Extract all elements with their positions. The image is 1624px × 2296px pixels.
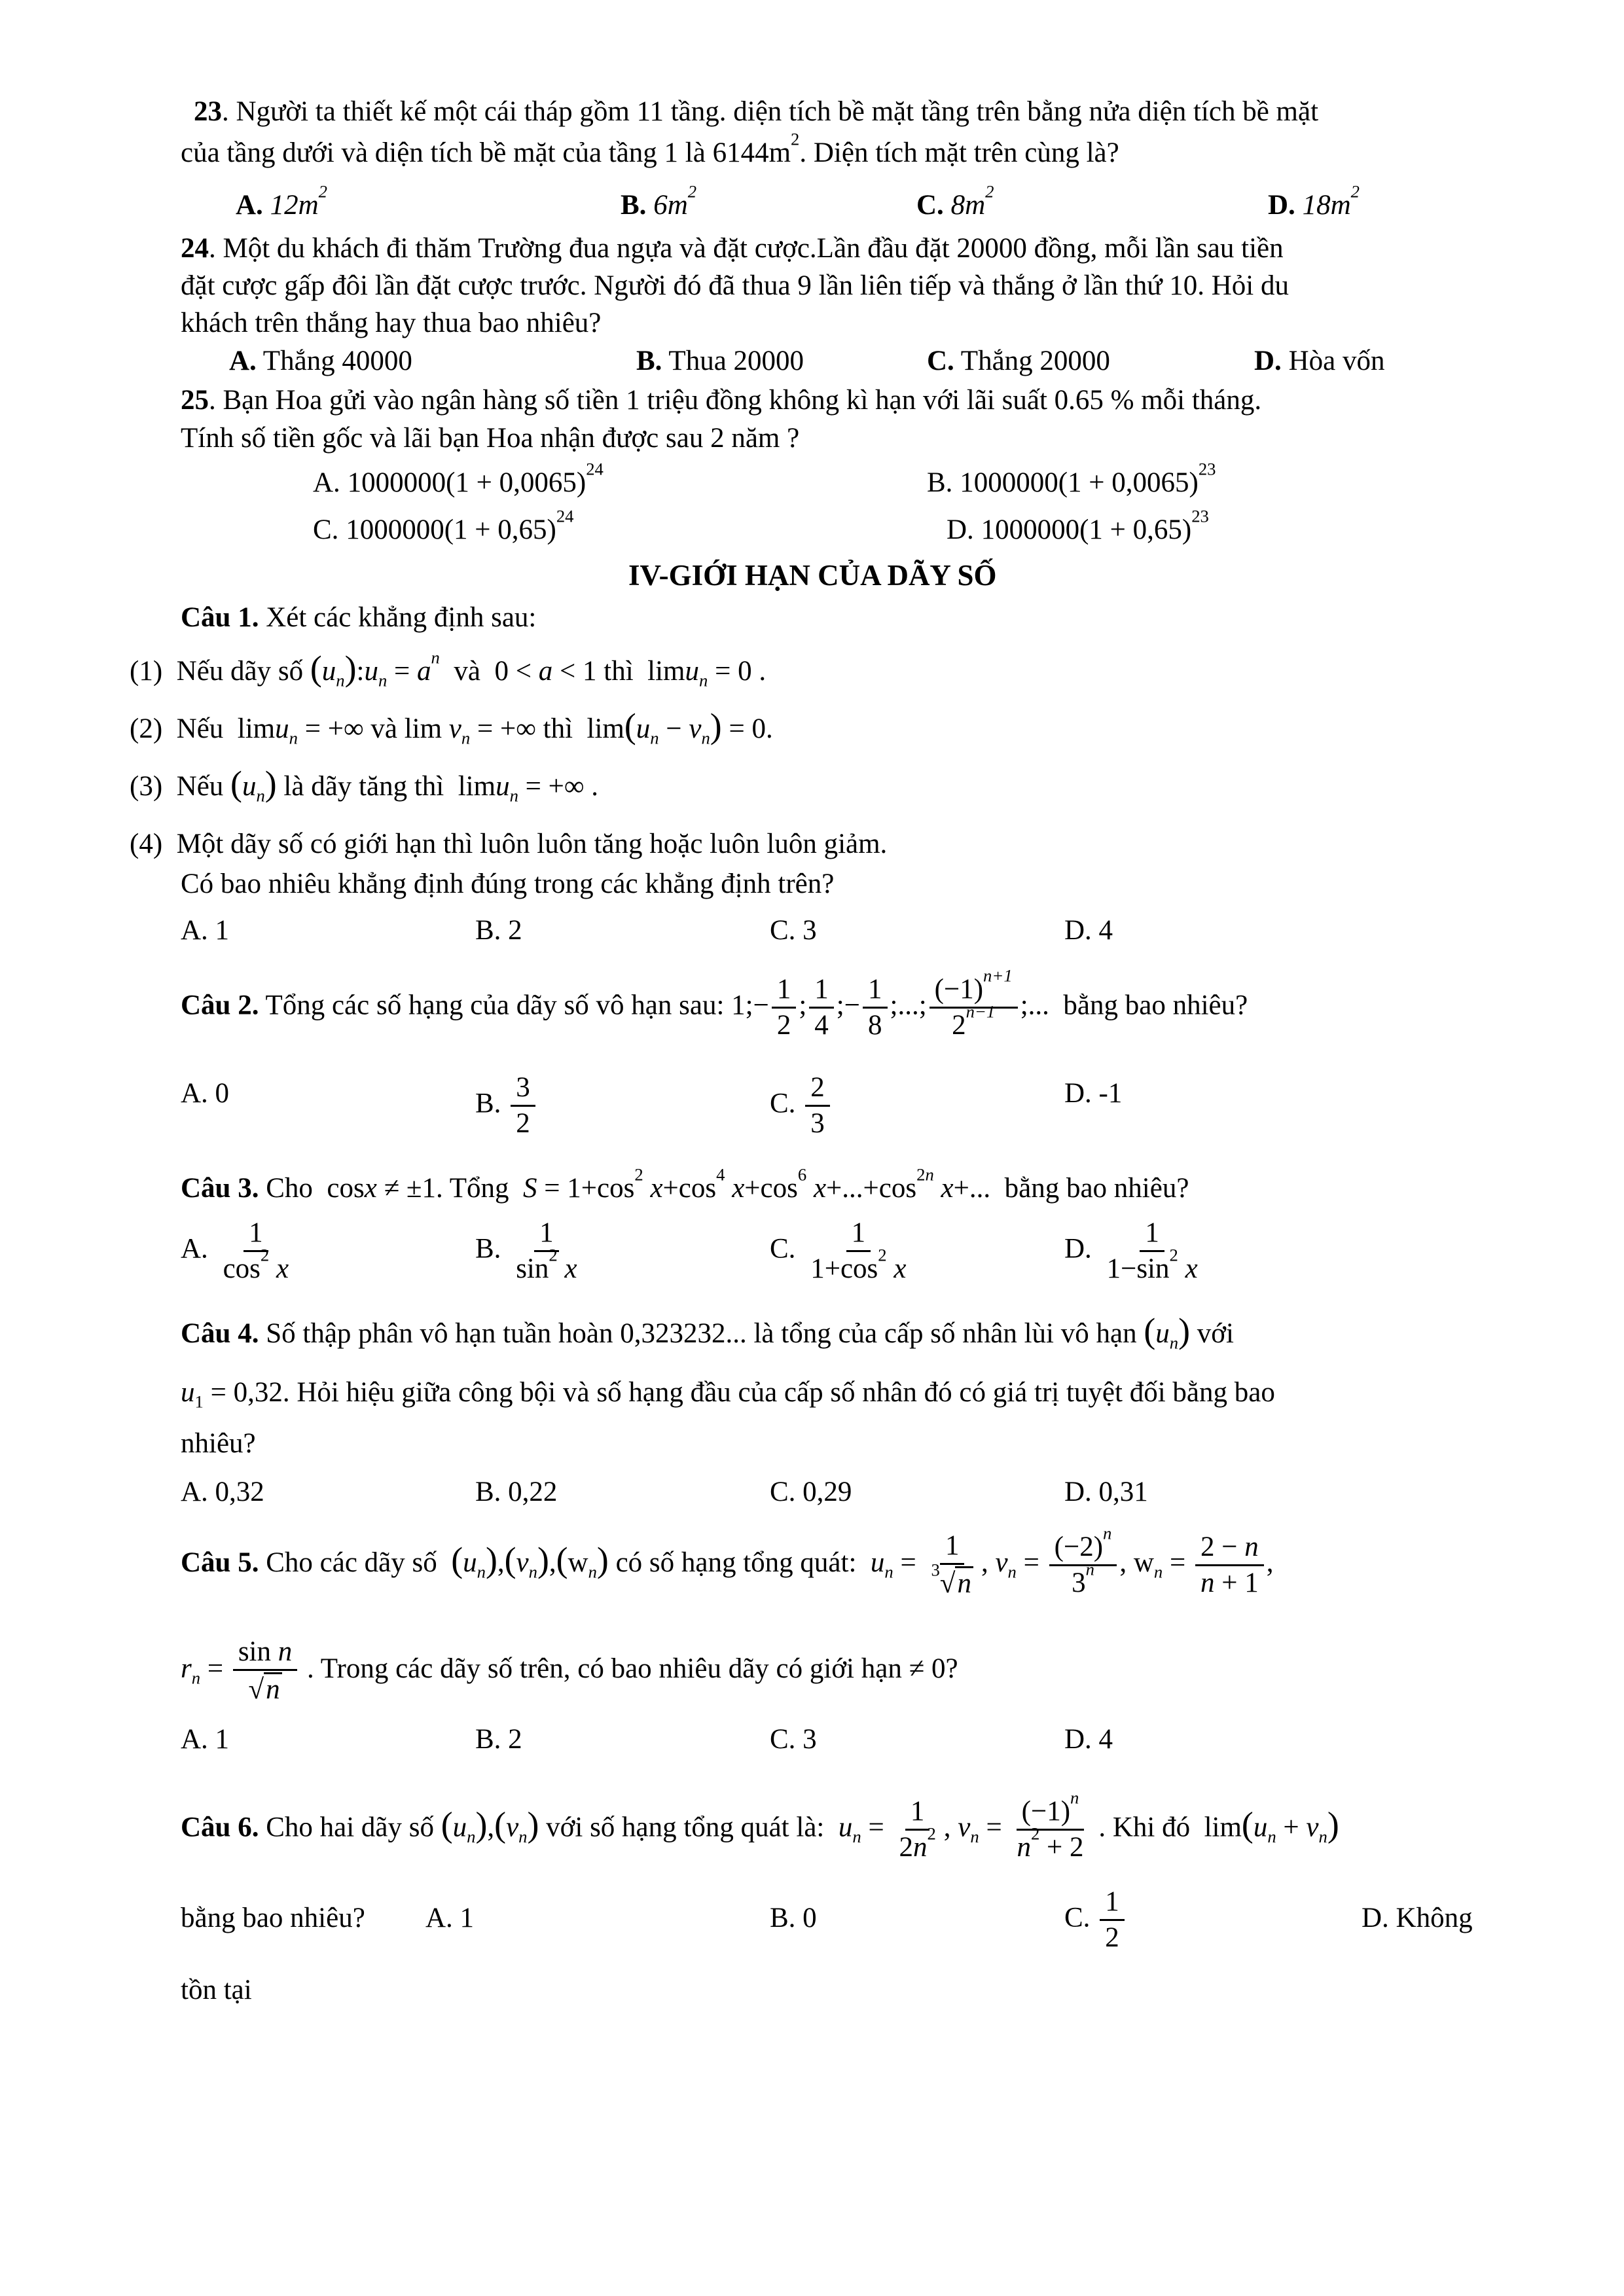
cau5-option-d[interactable]: D. 4 xyxy=(1064,1724,1113,1755)
cau6-line2: bằng bao nhiêu? xyxy=(181,1903,365,1933)
cau4-line1: Câu 4. Số thập phân vô hạn tuần hoàn 0,323232... là tổng của cấp số nhân lùi vô hạn $(u_n)$ với xyxy=(181,1311,1234,1353)
q24-line3: khách trên thắng hay thua bao nhiêu? xyxy=(181,308,602,338)
cau2-option-b[interactable]: B. $\frac{3}{2}$ xyxy=(475,1072,538,1139)
q23-option-a[interactable]: A. $12m^2$ xyxy=(236,181,327,221)
cau1-statement-2: (2) Nếu limu$_n$ = +∞ và $\lim v_n$ = +∞ thì $\lim(u_n - v_n) = 0$. xyxy=(130,706,773,748)
cau3-line: Câu 3. Cho cosx ≠ ±1. Tổng $S = 1+\cos^2$ $x+\cos^4$ $x+\cos^6$ $x+...+\cos^{2n}$ x+... bằng bao nhiêu? xyxy=(181,1164,1189,1204)
q24-line1: 24. Một du khách đi thăm Trường đua ngựa và đặt cược.Lần đầu đặt 20000 đồng, mỗi lần sau tiền xyxy=(181,233,1284,264)
q25-line2: Tính số tiền gốc và lãi bạn Hoa nhận được sau 2 năm ? xyxy=(181,423,800,454)
q23-line2: của tầng dưới và diện tích bề mặt của tầng 1 là $6144m^2$. Diện tích mặt trên cùng là? xyxy=(181,129,1119,168)
cau2-option-d[interactable]: D. -1 xyxy=(1064,1078,1123,1109)
q23-number: 23 xyxy=(194,96,222,127)
fraction: $\frac{1}{2}$ xyxy=(772,974,797,1041)
cau5-option-c[interactable]: C. 3 xyxy=(770,1724,817,1755)
cau6-option-d[interactable]: D. Không xyxy=(1362,1903,1473,1933)
cau1-question: Có bao nhiêu khẳng định đúng trong các khẳng định trên? xyxy=(181,869,835,899)
cau1-option-d[interactable]: D. 4 xyxy=(1064,915,1113,946)
cau5-option-a[interactable]: A. 1 xyxy=(181,1724,230,1755)
cau1-option-c[interactable]: C. 3 xyxy=(770,915,817,946)
cau4-line3: nhiêu? xyxy=(181,1428,256,1459)
section-title: IV-GIỚI HẠN CỦA DÃY SỐ xyxy=(628,559,997,592)
cau3-option-a[interactable]: A. $\frac{1}{\cos^2 x}$ xyxy=(181,1217,289,1285)
q24-option-c[interactable]: C. Thắng 20000 xyxy=(927,346,1110,376)
q23-option-d[interactable]: D. $18m^2$ xyxy=(1268,181,1360,221)
q24-option-a[interactable]: A. Thắng 40000 xyxy=(229,346,412,376)
cau5-option-b[interactable]: B. 2 xyxy=(475,1724,522,1755)
cau2-option-c[interactable]: C. $\frac{2}{3}$ xyxy=(770,1072,833,1139)
cau6-line1: Câu 6. Cho hai dãy số $(u_n),(v_n)$ với số hạng tổng quát là: $u_n$ = $\frac{1}{2n^2}$ , $v_n$ = $\frac{(-1)^n}{n^2 + 2}$ . Khi đó $\lim(u_n + v_n)$ xyxy=(181,1787,1339,1863)
cau1-option-a[interactable]: A. 1 xyxy=(181,915,230,946)
q25-line1: 25. Bạn Hoa gửi vào ngân hàng số tiền 1 triệu đồng không kì hạn với lãi suất 0.65 % mỗi tháng. xyxy=(181,385,1262,416)
cau1-intro: Câu 1. Xét các khẳng định sau: xyxy=(181,602,537,633)
q24-option-d[interactable]: D. Hòa vốn xyxy=(1254,346,1385,376)
cau1-option-b[interactable]: B. 2 xyxy=(475,915,522,946)
cau4-line2: $u_1 = 0,32$. Hỏi hiệu giữa công bội và số hạng đầu của cấp số nhân đó có giá trị tuyệt đối bằng bao xyxy=(181,1377,1275,1412)
cau6-option-b[interactable]: B. 0 xyxy=(770,1903,817,1933)
cau6-option-c[interactable]: C. $\frac{1}{2}$ xyxy=(1064,1886,1127,1954)
cau3-option-b[interactable]: B. $\frac{1}{\sin^2 x}$ xyxy=(475,1217,577,1285)
cau5-line1: Câu 5. Cho các dãy số $(u_n),(v_n),(w_n)$ có số hạng tổng quát: $u_n$ = 1 $^3$√ n , $v_n$ = $\frac{(-2)^n}{3^n}$ , $w_n$ = $\frac{2 - n}{n + 1}$ , xyxy=(181,1523,1274,1600)
cau1-statement-3: (3) Nếu $(u_n)$ là dãy tăng thì limu$_n$ = +∞ . xyxy=(130,764,599,806)
cau1-statement-1: (1) Nếu dãy số $(u_n):u_n = a^n$ và 0 < a < 1 thì limu$_n$ = 0 . xyxy=(130,647,767,691)
cau3-option-d[interactable]: D. $\frac{1}{1-\sin^2 x}$ xyxy=(1064,1217,1198,1285)
cau5-line2: $r_n$ = sin n √ n . Trong các dãy số trên, có bao nhiêu dãy có giới hạn ≠ 0? xyxy=(181,1636,958,1706)
cau4-option-c[interactable]: C. 0,29 xyxy=(770,1477,852,1507)
cau4-option-d[interactable]: D. 0,31 xyxy=(1064,1477,1148,1507)
cau2-option-a[interactable]: A. 0 xyxy=(181,1078,230,1109)
q25-option-b[interactable]: B. $1000000(1 + 0,0065)^{23}$ xyxy=(927,459,1216,498)
q25-number: 25 xyxy=(181,385,209,416)
cau2-line: Câu 2. Tổng các số hạng của dãy số vô hạn sau: 1;− $\frac{1}{2}$ ; $\frac{1}{4}$ ;− $\frac{1}{8}$ ;...; $\frac{(-1)^{n+1}}{2^{n-1}}$ ;... bằng bao nhiêu? xyxy=(181,965,1248,1041)
q24-line2: đặt cược gấp đôi lần đặt cược trước. Người đó đã thua 9 lần liên tiếp và thắng ở lần thứ 10. Hỏi du xyxy=(181,270,1289,301)
q25-option-d[interactable]: D. $1000000(1 + 0,65)^{23}$ xyxy=(947,506,1209,545)
q23-option-c[interactable]: C. $8m^2$ xyxy=(916,181,994,221)
q25-option-c[interactable]: C. $1000000(1 + 0,65)^{24}$ xyxy=(313,506,574,545)
cau6-line3: tồn tại xyxy=(181,1975,252,2005)
q23-option-b[interactable]: B. $6m^2$ xyxy=(621,181,697,221)
q24-number: 24 xyxy=(181,233,209,264)
cau1-statement-4: (4) Một dãy số có giới hạn thì luôn luôn tăng hoặc luôn luôn giảm. xyxy=(130,829,888,859)
cau6-option-a[interactable]: A. 1 xyxy=(425,1903,475,1933)
q24-option-b[interactable]: B. Thua 20000 xyxy=(636,346,804,376)
cau4-option-a[interactable]: A. 0,32 xyxy=(181,1477,264,1507)
q25-option-a[interactable]: A. $1000000(1 + 0,0065)^{24}$ xyxy=(313,459,604,498)
q23-line1: 23. Người ta thiết kế một cái tháp gồm 11 tầng. diện tích bề mặt tầng trên bằng nửa diện tích bề mặt xyxy=(194,96,1319,127)
cau3-option-c[interactable]: C. $\frac{1}{1+\cos^2 x}$ xyxy=(770,1217,907,1285)
cau4-option-b[interactable]: B. 0,22 xyxy=(475,1477,558,1507)
